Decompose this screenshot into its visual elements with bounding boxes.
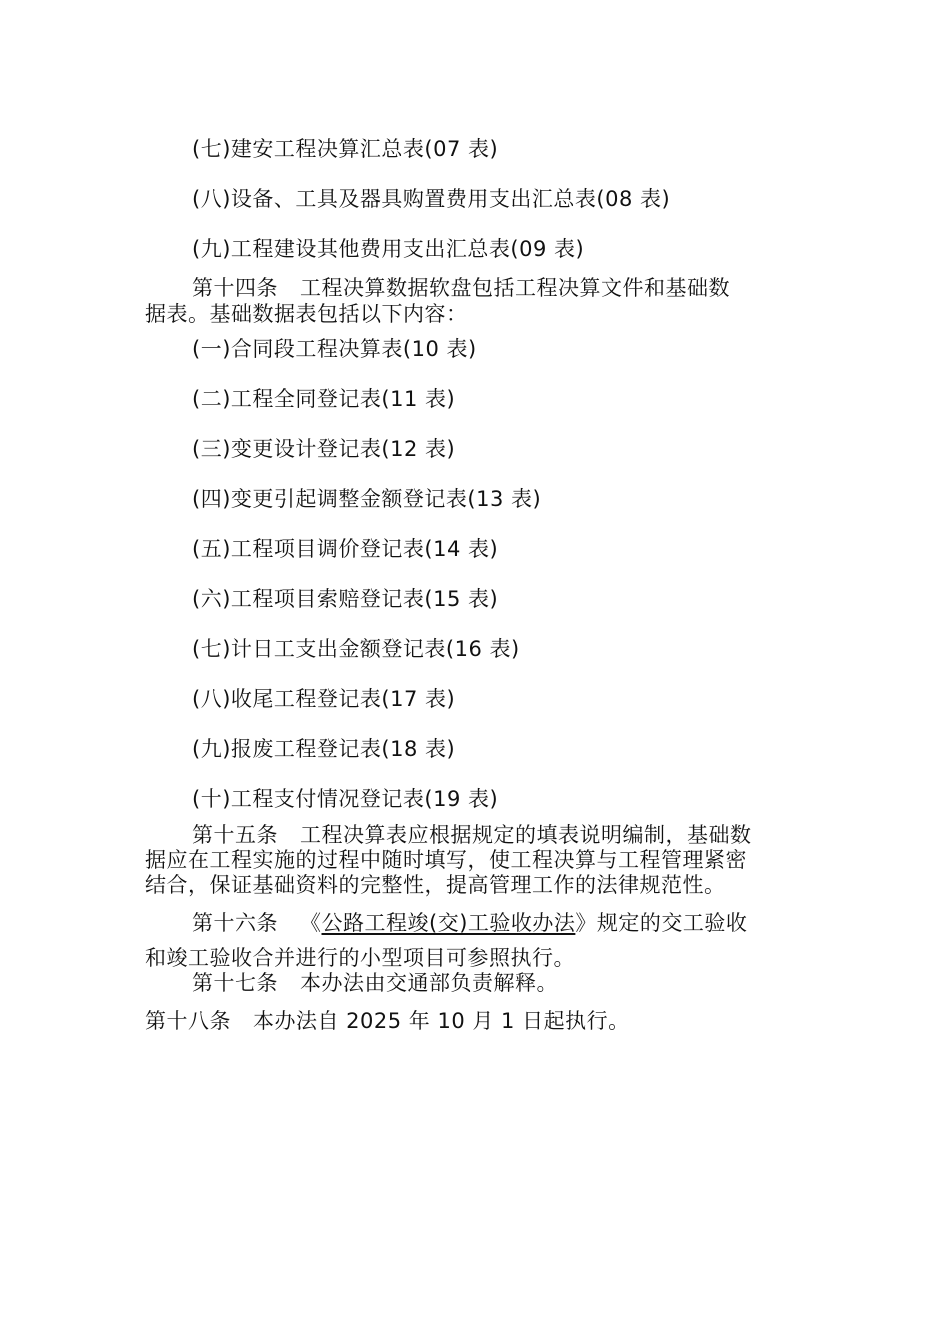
article-16-text: 》规定的交工验收 bbox=[575, 911, 748, 935]
article-14-heading: 第十四条 bbox=[192, 276, 278, 300]
article-14-line-1 bbox=[192, 276, 730, 300]
article-17-text: 本办法由交通部负责解释。 bbox=[300, 971, 558, 995]
article-18-line bbox=[145, 1009, 630, 1033]
article-17-heading: 第十七条 bbox=[192, 971, 278, 995]
list-item: (三)变更设计登记表(12 表) bbox=[192, 437, 456, 461]
regulation-link[interactable]: 公路工程竣(交)工验收办法 bbox=[321, 911, 576, 935]
list-item: (七)建安工程决算汇总表(07 表) bbox=[192, 137, 499, 161]
article-15-line-1 bbox=[192, 823, 752, 847]
list-item: (八)收尾工程登记表(17 表) bbox=[192, 687, 456, 711]
article-16-open-quote: 《 bbox=[300, 911, 322, 935]
list-item: (二)工程全同登记表(11 表) bbox=[192, 387, 456, 411]
article-18-text: 本办法自 2025 年 10 月 1 日起执行。 bbox=[253, 1009, 630, 1033]
article-14-line-2: 据表。基础数据表包括以下内容： bbox=[145, 302, 468, 326]
article-16-heading: 第十六条 bbox=[192, 911, 278, 935]
list-item: (五)工程项目调价登记表(14 表) bbox=[192, 537, 499, 561]
list-item: (四)变更引起调整金额登记表(13 表) bbox=[192, 487, 542, 511]
list-item: (一)合同段工程决算表(10 表) bbox=[192, 337, 477, 361]
list-item: (六)工程项目索赔登记表(15 表) bbox=[192, 587, 499, 611]
article-14-text: 工程决算数据软盘包括工程决算文件和基础数 bbox=[300, 276, 730, 300]
list-item: (九)报废工程登记表(18 表) bbox=[192, 737, 456, 761]
article-17-line bbox=[192, 971, 558, 995]
article-15-heading: 第十五条 bbox=[192, 823, 278, 847]
article-15-line-3: 结合，保证基础资料的完整性，提高管理工作的法律规范性。 bbox=[145, 873, 726, 897]
list-item: (七)计日工支出金额登记表(16 表) bbox=[192, 637, 520, 661]
article-18-heading: 第十八条 bbox=[145, 1009, 231, 1033]
article-15-text: 工程决算表应根据规定的填表说明编制，基础数 bbox=[300, 823, 752, 847]
list-item: (九)工程建设其他费用支出汇总表(09 表) bbox=[192, 237, 585, 261]
article-16-line-1 bbox=[192, 911, 747, 935]
article-16-line-2: 和竣工验收合并进行的小型项目可参照执行。 bbox=[145, 946, 575, 970]
list-item: (十)工程支付情况登记表(19 表) bbox=[192, 787, 499, 811]
list-item: (八)设备、工具及器具购置费用支出汇总表(08 表) bbox=[192, 187, 671, 211]
article-15-line-2: 据应在工程实施的过程中随时填写，使工程决算与工程管理紧密 bbox=[145, 848, 747, 872]
